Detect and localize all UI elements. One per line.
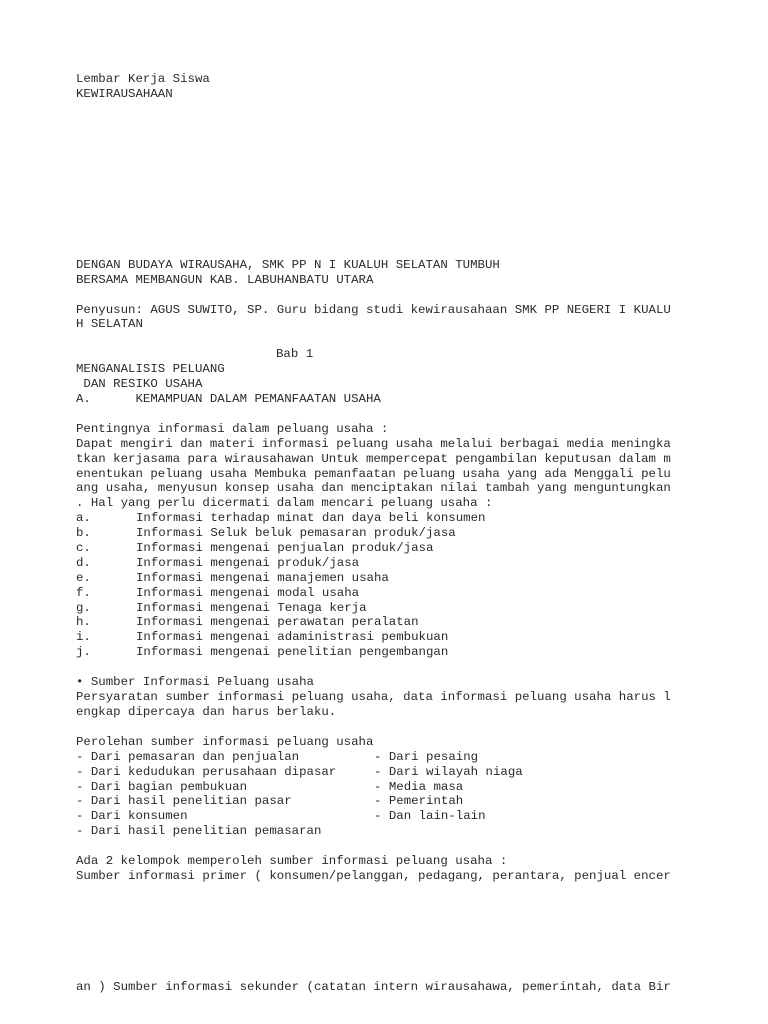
acquisition-left: - Dari hasil penelitian pasar	[76, 794, 292, 809]
info-list	[76, 511, 756, 660]
list-item-text: Informasi Seluk beluk pemasaran produk/jasa	[136, 526, 456, 541]
info-paragraph-line: Dapat mengiri dan materi informasi peluang usaha melalui berbagai media meningka	[76, 436, 671, 451]
tagline-line-1: DENGAN BUDAYA WIRAUSAHA, SMK PP N I KUALUH SELATAN TUMBUH	[76, 257, 500, 272]
author-line-2: H SELATAN	[76, 317, 143, 332]
acquisition-left: - Dari hasil penelitian pemasaran	[76, 824, 322, 839]
author-line-1: Penyusun: AGUS SUWITO, SP. Guru bidang studi kewirausahaan SMK PP NEGERI I KUALU	[76, 302, 671, 317]
list-item-text: Informasi mengenai penjualan produk/jasa	[136, 541, 434, 556]
list-item	[76, 541, 756, 556]
info-paragraph-line: tkan kerjasama para wirausahawan Untuk mempercepat pengambilan keputusan dalam m	[76, 451, 671, 466]
list-item	[76, 586, 756, 601]
acquisition-right: - Media masa	[374, 779, 464, 794]
info-paragraph-line: ang usaha, menyusun konsep usaha dan menciptakan nilai tambah yang menguntungkan	[76, 481, 671, 496]
list-item-key: g.	[76, 600, 91, 615]
list-item-key: e.	[76, 570, 91, 585]
acquisition-left: - Dari pemasaran dan penjualan	[76, 749, 300, 764]
list-item	[76, 750, 756, 765]
acquisition-right: - Pemerintah	[374, 794, 464, 809]
tagline-line-2: BERSAMA MEMBANGUN KAB. LABUHANBATU UTARA	[76, 272, 374, 287]
list-item	[76, 809, 756, 824]
sources-heading: • Sumber Informasi Peluang usaha	[76, 675, 314, 690]
list-item	[76, 615, 756, 630]
acquisition-right: - Dari pesaing	[374, 749, 479, 764]
list-item	[76, 556, 756, 571]
list-item-text: Informasi terhadap minat dan daya beli konsumen	[136, 511, 486, 526]
sources-paragraph-line: Persyaratan sumber informasi peluang usaha, data informasi peluang usaha harus l	[76, 690, 671, 705]
list-item	[76, 824, 756, 839]
list-item	[76, 511, 756, 526]
list-item-key: h.	[76, 615, 91, 630]
list-item	[76, 794, 756, 809]
list-item-text: Informasi mengenai manajemen usaha	[136, 570, 389, 585]
section-heading: A. KEMAMPUAN DALAM PEMANFAATAN USAHA	[76, 392, 381, 407]
list-item-text: Informasi mengenai perawatan peralatan	[136, 615, 419, 630]
groups-paragraph-line: Sumber informasi primer ( konsumen/pelanggan, pedagang, perantara, penjual encer	[76, 868, 671, 883]
list-item	[76, 780, 756, 795]
list-item-text: Informasi mengenai produk/jasa	[136, 555, 360, 570]
acquisition-right: - Dan lain-lain	[374, 809, 486, 824]
list-item-key: a.	[76, 511, 91, 526]
info-heading: Pentingnya informasi dalam peluang usaha :	[76, 421, 389, 436]
list-item-key: j.	[76, 645, 91, 660]
list-item	[76, 765, 756, 780]
list-item	[76, 645, 756, 660]
list-item	[76, 630, 756, 645]
chapter-number: Bab 1	[276, 347, 314, 362]
groups-heading: Ada 2 kelompok memperoleh sumber informasi peluang usaha :	[76, 854, 508, 869]
list-item-text: Informasi mengenai Tenaga kerja	[136, 600, 367, 615]
acquisition-left: - Dari bagian pembukuan	[76, 779, 248, 794]
list-item	[76, 601, 756, 616]
list-item-key: c.	[76, 541, 91, 556]
worksheet-label: Lembar Kerja Siswa	[76, 72, 210, 86]
acquisition-left: - Dari kedudukan perusahaan dipasar	[76, 764, 337, 779]
list-item-key: i.	[76, 630, 91, 645]
chapter-title-line-2: DAN RESIKO USAHA	[76, 377, 203, 392]
acquisition-heading: Perolehan sumber informasi peluang usaha	[76, 734, 374, 749]
acquisition-left: - Dari konsumen	[76, 809, 188, 824]
list-item-key: f.	[76, 585, 91, 600]
info-paragraph-line: . Hal yang perlu dicermati dalam mencari peluang usaha :	[76, 496, 493, 511]
list-item-text: Informasi mengenai adaministrasi pembukuan	[136, 630, 449, 645]
list-item-text: Informasi mengenai penelitian pengembangan	[136, 645, 449, 660]
list-item-text: Informasi mengenai modal usaha	[136, 585, 360, 600]
list-item-key: b.	[76, 526, 91, 541]
list-item	[76, 526, 756, 541]
list-item	[76, 571, 756, 586]
list-item-key: d.	[76, 555, 91, 570]
groups-paragraph-line: an ) Sumber informasi sekunder (catatan intern wirausahawa, pemerintah, data Bir	[76, 979, 671, 994]
info-paragraph-line: enentukan peluang usaha Membuka pemanfaatan peluang usaha yang ada Menggali pelu	[76, 466, 671, 481]
subject-title: KEWIRAUSAHAAN	[76, 86, 173, 101]
sources-paragraph-line: engkap dipercaya dan harus berlaku.	[76, 704, 337, 719]
chapter-title-line-1: MENGANALISIS PELUANG	[76, 362, 225, 377]
document-page	[76, 72, 756, 995]
acquisition-list	[76, 750, 756, 839]
acquisition-right: - Dari wilayah niaga	[374, 764, 523, 779]
